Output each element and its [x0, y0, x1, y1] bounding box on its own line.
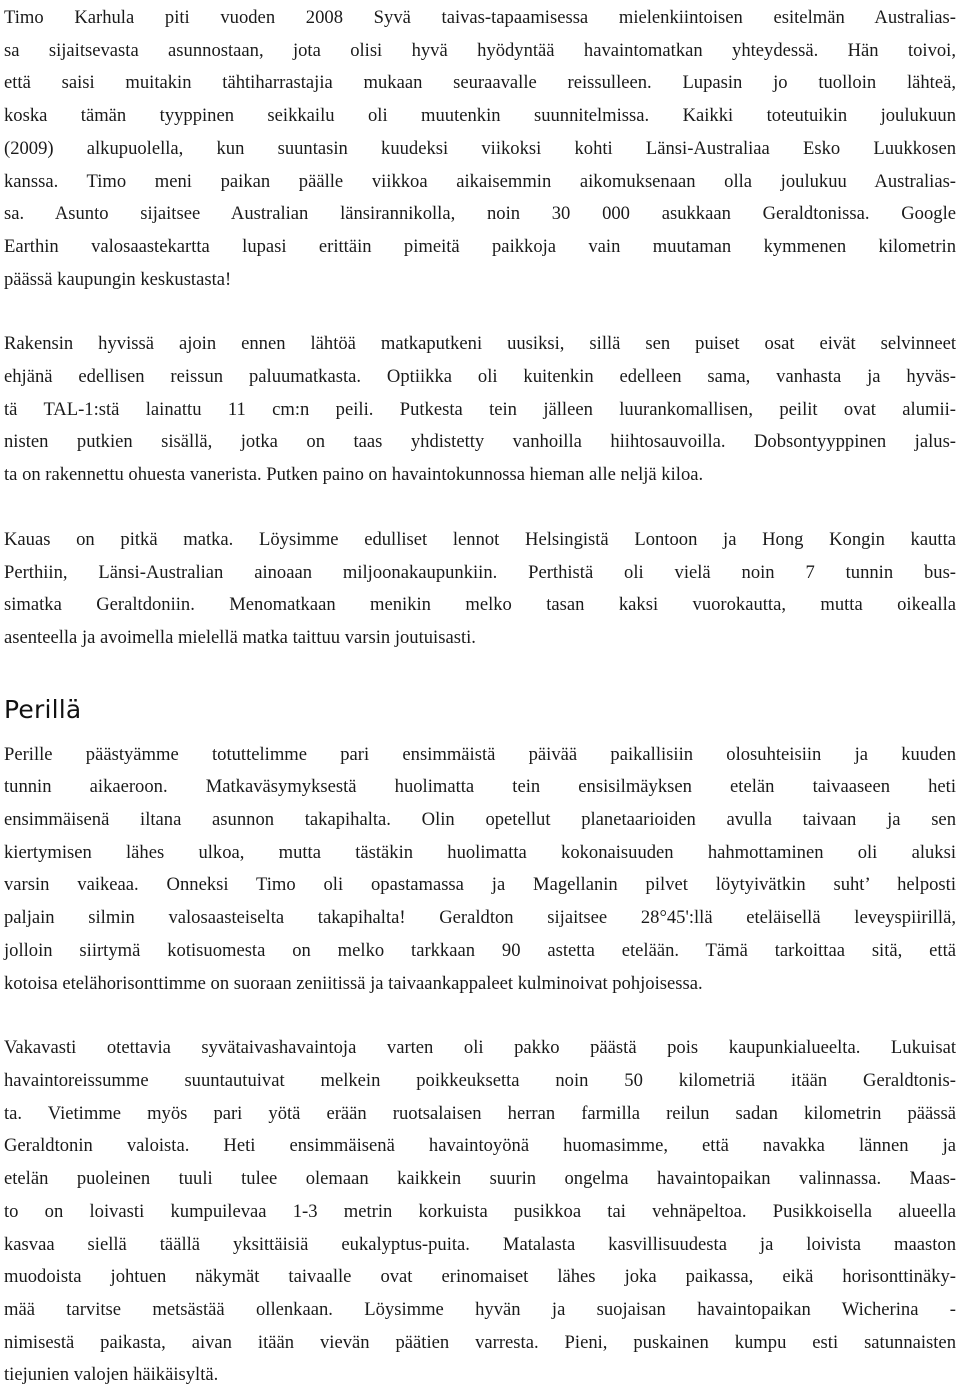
heading-spacer: [4, 655, 956, 693]
text-line: varsin vaikeaa. Onneksi Timo oli opastamassa ja Magellanin pilvet löytyivätkin suht’ helposti: [4, 874, 956, 896]
section-heading: Perillä: [4, 694, 82, 724]
text-line: simatka Geraltdoniin. Menomatkaan menikin melko tasan kaksi vuorokautta, mutta oikealla: [4, 594, 956, 616]
text-line: muodoista johtuen näkymät taivaalle ovat erinomaiset lähes joka paikassa, eikä horisonttinäky-: [4, 1266, 956, 1288]
text-line: että saisi muitakin tähtiharrastajia mukaan seuraavalle reissulleen. Lupasin jo tuolloin lähteä,: [4, 72, 956, 94]
paragraph-journey: [4, 524, 956, 655]
text-line: paljain silmin valosaasteiselta takapihalta! Geraldton sijaitsee 28°45':llä eteläisellä leveyspiirillä,: [4, 907, 956, 929]
paragraph-intro: [4, 2, 956, 296]
paragraph-telescope: [4, 328, 956, 492]
text-line: asenteella ja avoimella mielellä matka taittuu varsin joutuisasti.: [4, 626, 476, 648]
paragraph-spacer: [4, 296, 956, 328]
text-line: to on loivasti kumpuilevaa 1-3 metrin korkuista pusikkoa tai vehnäpeltoa. Pusikkoisella alueella: [4, 1200, 956, 1222]
text-line: päässä kaupungin keskustasta!: [4, 268, 232, 290]
text-line: (2009) alkupuolella, kun suuntasin kuudeksi viikoksi kohti Länsi-Australiaa Esko Luukkosen: [4, 137, 956, 159]
text-line: kotoisa etelähorisonttimme on suoraan zeniitissä ja taivaankappaleet kulminoivat pohjoisessa.: [4, 972, 703, 994]
text-line: sa. Asunto sijaitsee Australian länsirannikolla, noin 30 000 asukkaan Geraldtonissa. Google: [4, 203, 956, 225]
text-line: tunnin aikaeroon. Matkaväsymyksestä huolimatta tein ensisilmäyksen etelän taivaaseen heti: [4, 776, 956, 798]
paragraph-arrival: [4, 739, 956, 1001]
paragraph-observing-sites: [4, 1032, 956, 1392]
text-line: Rakensin hyvissä ajoin ennen lähtöä matkaputkeni uusiksi, sillä sen puiset osat eivät selvinneet: [4, 333, 956, 355]
text-line: Perthiin, Länsi-Australian ainoaan miljoonakaupunkiin. Perthistä oli vielä noin 7 tunnin bus-: [4, 561, 956, 583]
text-line: jolloin siirtymä kotisuomesta on melko tarkkaan 90 astetta etelään. Tämä tarkoittaa sitä, että: [4, 939, 956, 961]
text-line: kiertymisen lähes ulkoa, mutta tästäkin huolimatta kokonaisuuden hahmottaminen oli aluksi: [4, 841, 956, 863]
text-line: tiejunien valojen häikäisyltä.: [4, 1364, 219, 1386]
document-page: [4, 2, 956, 1392]
text-line: kasvaa siellä täällä yksittäisiä eukalyptus-puita. Matalasta kasvillisuudesta ja loivista maaston: [4, 1233, 956, 1255]
paragraph-spacer: [4, 1000, 956, 1032]
text-line: ehjänä edellisen reissun paluumatkasta. Optiikka oli kuitenkin edelleen sama, vanhasta ja hyväs-: [4, 366, 956, 388]
text-line: havaintoreissumme suuntautuivat melkein poikkeuksetta noin 50 kilometriä itään Geraldtonis-: [4, 1069, 956, 1091]
text-line: Perille päästyämme totuttelimme pari ensimmäistä päivää paikallisiin olosuhteisiin ja kuuden: [4, 743, 956, 765]
text-line: mää tarvitse metsästää ollenkaan. Löysimme hyvän ja suojaisan havaintopaikan Wicherina -: [4, 1298, 956, 1320]
text-line: kanssa. Timo meni paikan päälle viikkoa aikaisemmin aikomuksenaan olla joulukuu Australias-: [4, 170, 956, 192]
text-line: sa sijaitsevasta asunnostaan, jota olisi hyvä hyödyntää havaintomatkan yhteydessä. Hän toivoi,: [4, 39, 956, 61]
text-line: Earthin valosaastekartta lupasi erittäin pimeitä paikkoja vain muutaman kymmenen kilometrin: [4, 235, 956, 257]
text-line: nisten putkien sisällä, jotka on taas yhdistetty vanhoilla hiihtosauvoilla. Dobsontyyppinen jalus-: [4, 431, 956, 453]
text-line: tä TAL-1:stä lainattu 11 cm:n peili. Putkesta tein jälleen luurankomallisen, peilit ovat alumii-: [4, 398, 956, 420]
text-line: Geraldtonin valoista. Heti ensimmäisenä havaintoyönä huomasimme, että navakka lännen ja: [4, 1135, 956, 1157]
text-line: nimisestä paikasta, aivan itään vievän päätien varresta. Pieni, puskainen kumpu esti satunnaisten: [4, 1331, 956, 1353]
paragraph-spacer: [4, 492, 956, 524]
text-line: ta on rakennettu ohuesta vanerista. Putken paino on havaintokunnossa hieman alle neljä kiloa.: [4, 464, 704, 486]
text-line: etelän puoleinen tuuli tulee olemaan kaikkein suurin ongelma havaintopaikan valinnassa. Maas-: [4, 1168, 956, 1190]
text-line: koska tämän tyyppinen seikkailu oli muutenkin suunnitelmissa. Kaikki toteutuikin joulukuun: [4, 105, 956, 127]
text-line: Timo Karhula piti vuoden 2008 Syvä taivas-tapaamisessa mielenkiintoisen esitelmän Australias-: [4, 7, 956, 28]
text-line: ensimmäisenä iltana asunnon takapihalta. Olin opetellut planetaarioiden avulla taivaan ja sen: [4, 809, 956, 831]
text-line: ta. Vietimme myös pari yötä erään ruotsalaisen herran farmilla reilun sadan kilometrin päässä: [4, 1102, 956, 1124]
heading-spacer: [4, 727, 956, 739]
text-line: Kauas on pitkä matka. Löysimme edulliset lennot Helsingistä Lontoon ja Hong Kongin kautta: [4, 528, 956, 550]
text-line: Vakavasti otettavia syvätaivashavaintoja varten oli pakko päästä pois kaupunkialueelta. Lukuisat: [4, 1037, 956, 1059]
